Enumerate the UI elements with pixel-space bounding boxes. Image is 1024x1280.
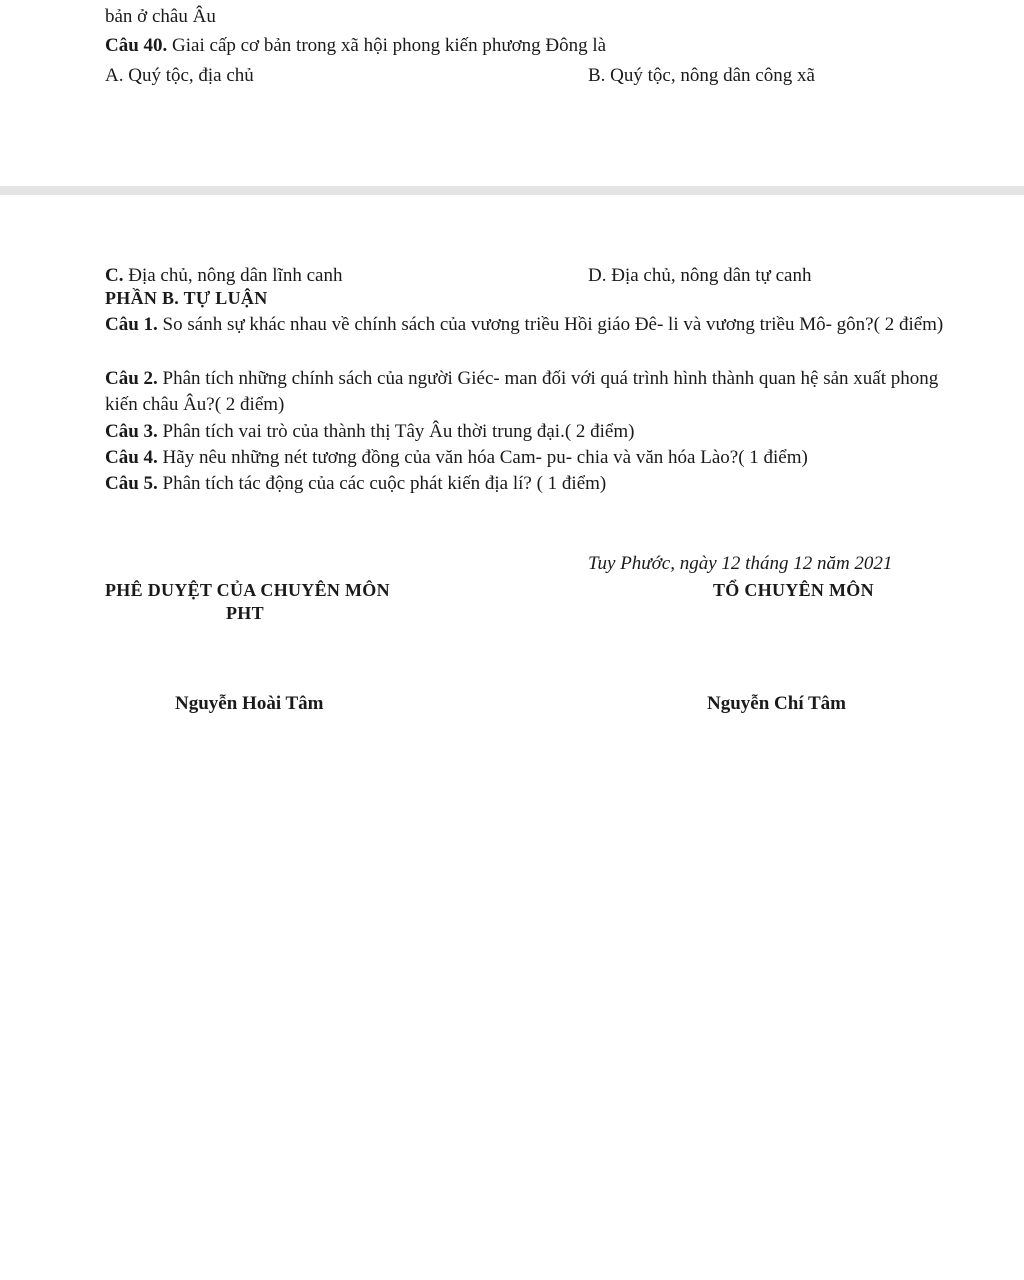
essay-question-1-text: So sánh sự khác nhau về chính sách của vương triều Hồi giáo Đê- li và vương triều Mô- gôn?( 2 điểm) bbox=[157, 314, 944, 335]
option-c-text: Địa chủ, nông dân lĩnh canh bbox=[123, 265, 343, 286]
essay-question-2-text: Phân tích những chính sách của người Giéc- man đối với quá trình hình thành quan hệ sản xuất phong kiến châu Âu?( 2 điểm) bbox=[105, 368, 939, 415]
option-a: A. Quý tộc, địa chủ bbox=[105, 65, 254, 86]
option-c bbox=[105, 264, 342, 288]
essay-question-1 bbox=[105, 312, 950, 338]
option-d: D. Địa chủ, nông dân tự canh bbox=[588, 265, 812, 286]
essay-question-5 bbox=[105, 472, 606, 496]
essay-question-4 bbox=[105, 446, 808, 470]
carry-over-line: bản ở châu Âu bbox=[105, 6, 216, 27]
page-break bbox=[0, 186, 1024, 195]
signature-date: Tuy Phước, ngày 12 tháng 12 năm 2021 bbox=[588, 553, 893, 574]
essay-question-5-label: Câu 5. bbox=[105, 473, 158, 494]
approval-title: PHÊ DUYỆT CỦA CHUYÊN MÔN bbox=[105, 580, 390, 600]
essay-question-2 bbox=[105, 366, 950, 418]
essay-question-3-label: Câu 3. bbox=[105, 421, 158, 442]
right-signer-name: Nguyễn Chí Tâm bbox=[707, 693, 847, 714]
question-40-text: Giai cấp cơ bản trong xã hội phong kiến phương Đông là bbox=[167, 35, 607, 56]
essay-question-3-text: Phân tích vai trò của thành thị Tây Âu thời trung đại.( 2 điểm) bbox=[157, 421, 635, 442]
option-c-label: C. bbox=[105, 265, 124, 286]
question-40-label: Câu 40. bbox=[105, 35, 168, 56]
essay-question-2-label: Câu 2. bbox=[105, 368, 158, 389]
essay-question-1-label: Câu 1. bbox=[105, 314, 158, 335]
left-signer-name: Nguyễn Hoài Tâm bbox=[175, 693, 324, 714]
option-b: B. Quý tộc, nông dân công xã bbox=[588, 65, 815, 86]
essay-question-3 bbox=[105, 420, 634, 444]
essay-question-4-text: Hãy nêu những nét tương đồng của văn hóa Cam- pu- chia và văn hóa Lào?( 1 điểm) bbox=[157, 447, 808, 468]
section-title: PHẦN B. TỰ LUẬN bbox=[105, 288, 268, 308]
approval-subtitle: PHT bbox=[226, 603, 264, 623]
department-title: TỔ CHUYÊN MÔN bbox=[713, 580, 874, 600]
question-40 bbox=[105, 34, 606, 58]
essay-question-5-text: Phân tích tác động của các cuộc phát kiến địa lí? ( 1 điểm) bbox=[157, 473, 607, 494]
essay-question-4-label: Câu 4. bbox=[105, 447, 158, 468]
